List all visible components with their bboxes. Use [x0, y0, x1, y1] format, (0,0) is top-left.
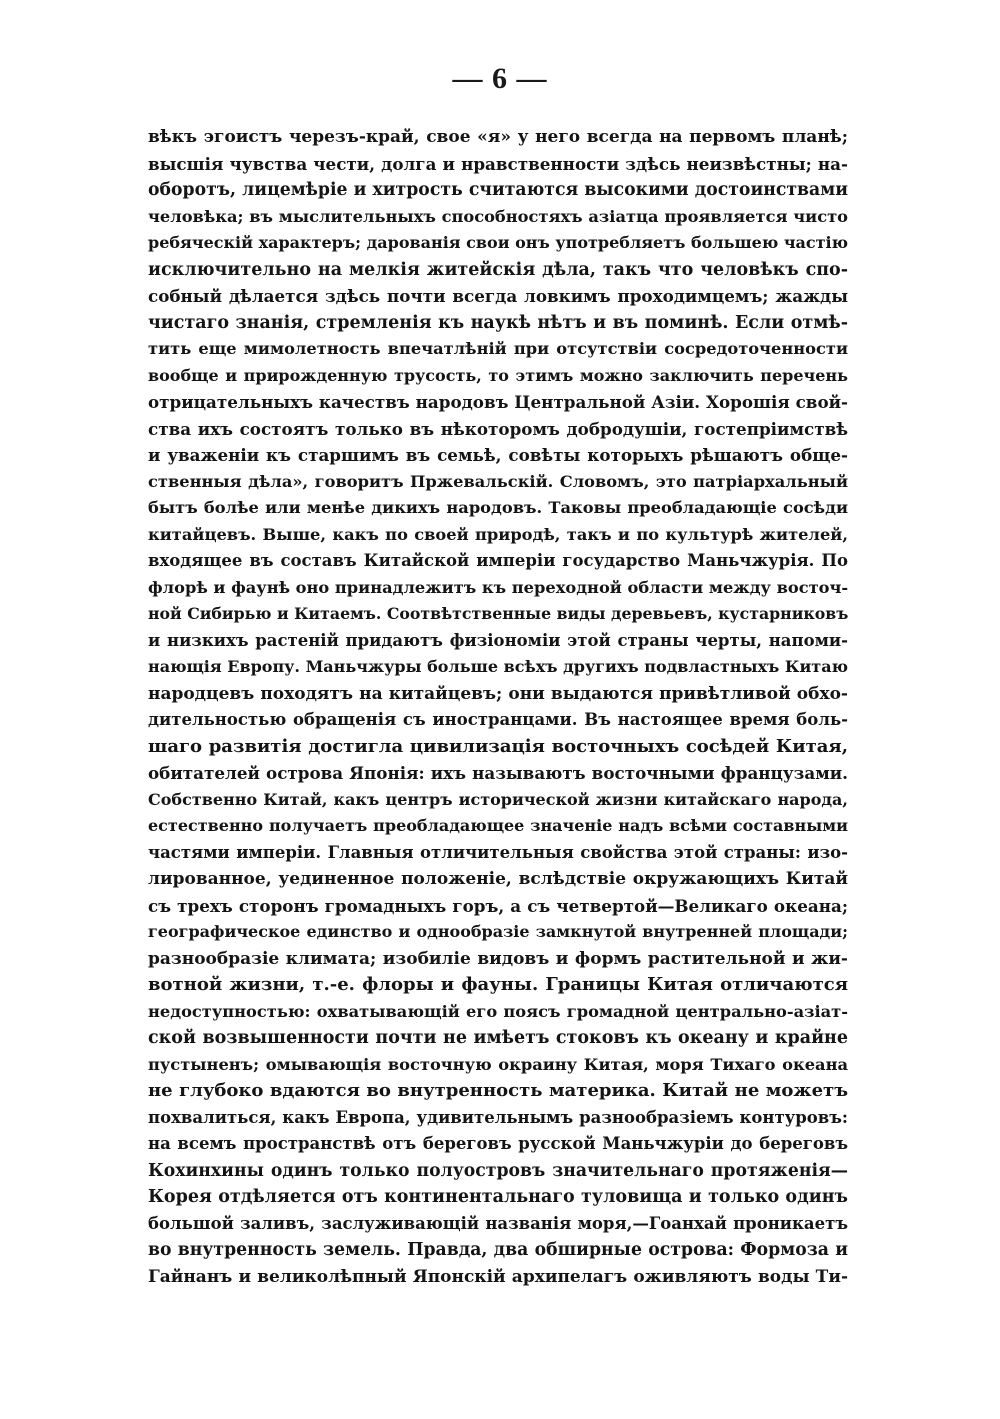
text-line: ребяческій характеръ; дарованія свои онъ употребляетъ большею частію: [148, 233, 848, 252]
text-line: Кохинхины одинъ только полуостровъ значительнаго протяженія—: [148, 1160, 848, 1181]
text-line: обитателей острова Японія: ихъ называютъ восточными французами.: [148, 763, 848, 783]
text-line: ской возвышенности почти не имѣетъ стоковъ къ океану и крайне: [148, 1028, 848, 1048]
text-line: и уваженіи къ старшимъ въ семьѣ, совѣты которыхъ рѣшаютъ обще-: [148, 445, 848, 465]
text-line: вообще и прирожденную трусость, то этимъ можно заключить перечень: [148, 365, 848, 385]
text-line: входящее въ составъ Китайской имперіи государство Маньчжурія. По: [148, 551, 848, 570]
text-line: не глубоко вдаются во внутренность материка. Китай не можетъ: [148, 1080, 848, 1101]
text-line: тить еще мимолетность впечатлѣній при отсутствіи сосредоточенности: [148, 339, 848, 358]
text-line: на всемъ пространствѣ отъ береговъ русской Маньчжуріи до береговъ: [148, 1134, 848, 1153]
text-line: флорѣ и фаунѣ оно принадлежитъ къ переходной области между восточ-: [148, 577, 848, 597]
text-line: высшія чувства чести, долга и нравственности здѣсь неизвѣстны; на-: [148, 153, 848, 174]
text-line: нающія Европу. Маньчжуры больше всѣхъ другихъ подвластныхъ Китаю: [148, 657, 848, 676]
text-line: китайцевъ. Выше, какъ по своей природѣ, такъ и по культурѣ жителей,: [148, 524, 848, 544]
text-line: съ трехъ сторонъ громадныхъ горъ, а съ четвертой—Великаго океана;: [148, 895, 848, 916]
text-line: собный дѣлается здѣсь почти всегда ловкимъ проходимцемъ; жажды: [148, 286, 848, 306]
text-line: ства ихъ состоятъ только въ нѣкоторомъ добродушіи, гостепріимствѣ: [148, 418, 848, 439]
text-line: частями имперіи. Главныя отличительныя свойства этой страны: изо-: [148, 842, 848, 862]
text-line: лированное, уединенное положеніе, вслѣдствіе окружающихъ Китай: [148, 869, 848, 889]
text-line: Корея отдѣляется отъ континентальнаго туловища и только одинъ: [148, 1187, 848, 1207]
text-line: отрицательныхъ качествъ народовъ Центральной Азіи. Хорошія свой-: [148, 392, 848, 412]
text-line: исключительно на мелкія житейскія дѣла, такъ что человѣкъ спо-: [148, 259, 848, 280]
text-line: Гайнанъ и великолѣпный Японскій архипелагъ оживляютъ воды Ти-: [148, 1266, 848, 1287]
text-line: вѣкъ эгоистъ черезъ-край, свое «я» у него всегда на первомъ планѣ;: [148, 127, 848, 147]
text-line: недоступностью: охватывающій его поясъ громадной центрально-азіат-: [148, 1001, 848, 1021]
page-number: — 6 —: [452, 62, 548, 95]
text-line: разнообразіе климата; изобиліе видовъ и формъ растительной и жи-: [148, 948, 848, 969]
text-line: человѣка; въ мыслительныхъ способностяхъ азіатца проявляется чисто: [148, 206, 848, 226]
text-line: и низкихъ растеній придаютъ физіономіи этой страны черты, напоми-: [148, 630, 848, 650]
text-line: вотной жизни, т.-е. флоры и фауны. Границы Китая отличаются: [148, 974, 848, 995]
text-line: шаго развитія достигла цивилизація восточныхъ сосѣдей Китая,: [148, 735, 848, 757]
text-line: большой заливъ, заслуживающій названія моря,—Гоанхай проникаетъ: [148, 1213, 848, 1233]
text-line: оборотъ, лицемѣріе и хитрость считаются высокими достоинствами: [148, 180, 848, 200]
text-line: чистаго знанія, стремленія къ наукѣ нѣтъ и въ поминѣ. Если отмѣ-: [148, 312, 848, 333]
text-line: во внутренность земель. Правда, два обширные острова: Формоза и: [148, 1240, 848, 1260]
text-line: пустыненъ; омывающія восточную окраину Китая, моря Тихаго океана: [148, 1054, 848, 1074]
text-line: дительностью обращенія съ иностранцами. Въ настоящее время боль-: [148, 710, 848, 729]
text-line: Собственно Китай, какъ центръ исторической жизни китайскаго народа,: [148, 789, 848, 809]
body-text: [148, 124, 848, 1290]
text-line: ной Сибирью и Китаемъ. Соотвѣтственные виды деревьевъ, кустарниковъ: [148, 604, 848, 623]
text-line: похвалиться, какъ Европа, удивительнымъ разнообразіемъ контуровъ:: [148, 1107, 848, 1127]
text-line: народцевъ походятъ на китайцевъ; они выдаются привѣтливой обхо-: [148, 683, 848, 704]
text-line: ственныя дѣла», говоритъ Пржевальскій. Словомъ, это патріархальный: [148, 471, 848, 491]
text-line: естественно получаетъ преобладающее значеніе надъ всѣми составными: [148, 816, 848, 835]
text-line: географическое единство и однообразіе замкнутой внутренней площади;: [148, 922, 848, 941]
text-line: бытъ болѣе или менѣе дикихъ народовъ. Таковы преобладающіе сосѣди: [148, 498, 848, 517]
